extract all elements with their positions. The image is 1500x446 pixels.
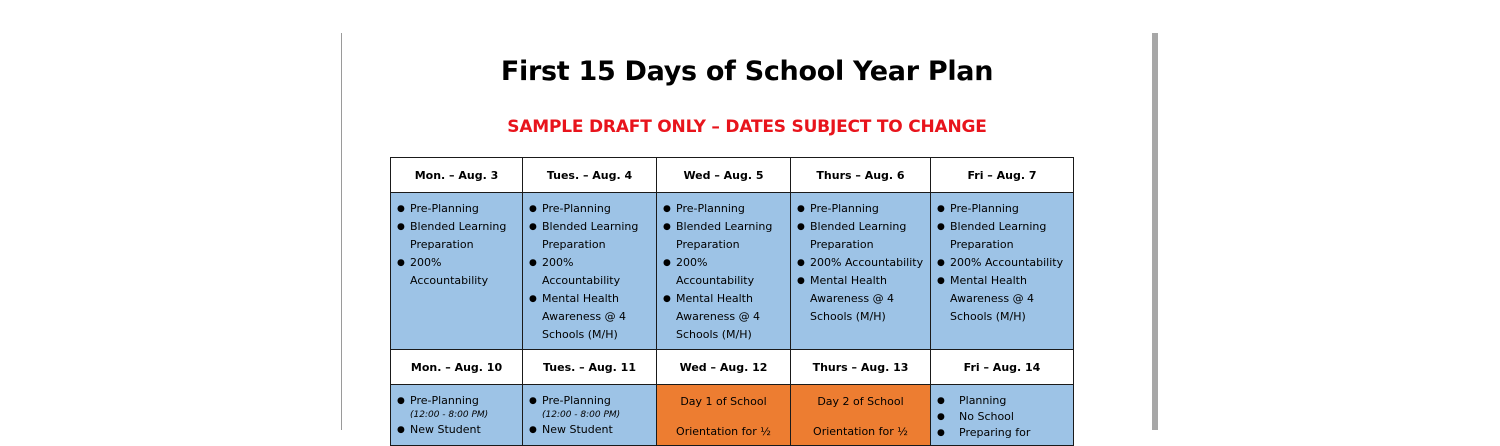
week1-activity-row [391,193,1074,350]
day-header: Fri – Aug. 14 [931,350,1074,385]
activity-list [391,385,522,438]
day-label: Day 2 of School [817,395,904,408]
day-label: Day 1 of School [680,395,767,408]
activity-list [931,193,1073,326]
item-text: Pre-Planning [542,394,611,407]
list-item: ● New Student [397,422,518,438]
day-cell-aug-3 [391,193,523,350]
day-header: Thurs – Aug. 13 [791,350,931,385]
orientation-label: Orientation for ½ [676,425,771,438]
list-item: ● 200% Accountability [797,254,926,272]
day-header: Tues. – Aug. 11 [523,350,657,385]
list-item: ● Blended Learning Preparation [397,218,518,254]
list-item: ● Pre-Planning [529,200,652,218]
page-left-edge [341,33,342,430]
orientation-label: Orientation for ½ [813,425,908,438]
day-header: Thurs – Aug. 6 [791,158,931,193]
day-cell-aug-14 [931,385,1074,446]
list-item: ● Mental Health Awareness @ 4 Schools (M/H) [529,290,652,344]
day-header: Wed – Aug. 5 [657,158,791,193]
list-item: ● 200% Accountability [529,254,652,290]
activity-list [391,193,522,290]
list-item: ● Blended Learning Preparation [937,218,1069,254]
day-cell-aug-11 [523,385,657,446]
activity-list [931,385,1073,441]
week1-header-row [391,158,1074,193]
activity-list [791,193,930,326]
schedule-table [390,157,1074,446]
list-item: ● Pre-Planning [663,200,786,218]
day-cell-aug-7 [931,193,1074,350]
list-item: ● Mental Health Awareness @ 4 Schools (M/H) [937,272,1069,326]
list-item: ● Blended Learning Preparation [663,218,786,254]
activity-list [657,193,790,344]
day-header: Mon. – Aug. 10 [391,350,523,385]
list-item: ● Pre-Planning [397,200,518,218]
list-item: ● Preparing for [937,425,1069,441]
list-item: ● Blended Learning Preparation [797,218,926,254]
list-item [397,393,518,422]
list-item: ● Blended Learning Preparation [529,218,652,254]
week2-header-row [391,350,1074,385]
list-item: ● No School [937,409,1069,425]
list-item: ● Planning [937,393,1069,409]
day-cell-aug-12 [657,385,791,446]
list-item: ● Pre-Planning [797,200,926,218]
day-header: Tues. – Aug. 4 [523,158,657,193]
list-item [529,393,652,422]
week2-activity-row [391,385,1074,446]
list-item: ● Mental Health Awareness @ 4 Schools (M/H) [797,272,926,326]
list-item: ● New Student [529,422,652,438]
day-cell-aug-5 [657,193,791,350]
day-cell-aug-6 [791,193,931,350]
time-note: (12:00 - 8:00 PM) [410,410,489,420]
day-header: Fri – Aug. 7 [931,158,1074,193]
item-text: Pre-Planning [410,394,479,407]
day-cell-aug-10 [391,385,523,446]
list-item: ● 200% Accountability [397,254,518,290]
activity-list [523,385,656,438]
list-item: ● Mental Health Awareness @ 4 Schools (M/H) [663,290,786,344]
list-item: ● 200% Accountability [937,254,1069,272]
list-item: ● Pre-Planning [937,200,1069,218]
document-title: First 15 Days of School Year Plan [500,56,994,87]
activity-list [523,193,656,344]
cell-text [791,385,930,440]
page-right-edge [1152,33,1158,430]
time-note: (12:00 - 8:00 PM) [542,410,621,420]
day-cell-aug-13 [791,385,931,446]
day-header: Wed – Aug. 12 [657,350,791,385]
day-cell-aug-4 [523,193,657,350]
draft-notice: SAMPLE DRAFT ONLY – DATES SUBJECT TO CHANGE [507,117,987,137]
day-header: Mon. – Aug. 3 [391,158,523,193]
cell-text [657,385,790,440]
list-item: ● 200% Accountability [663,254,786,290]
